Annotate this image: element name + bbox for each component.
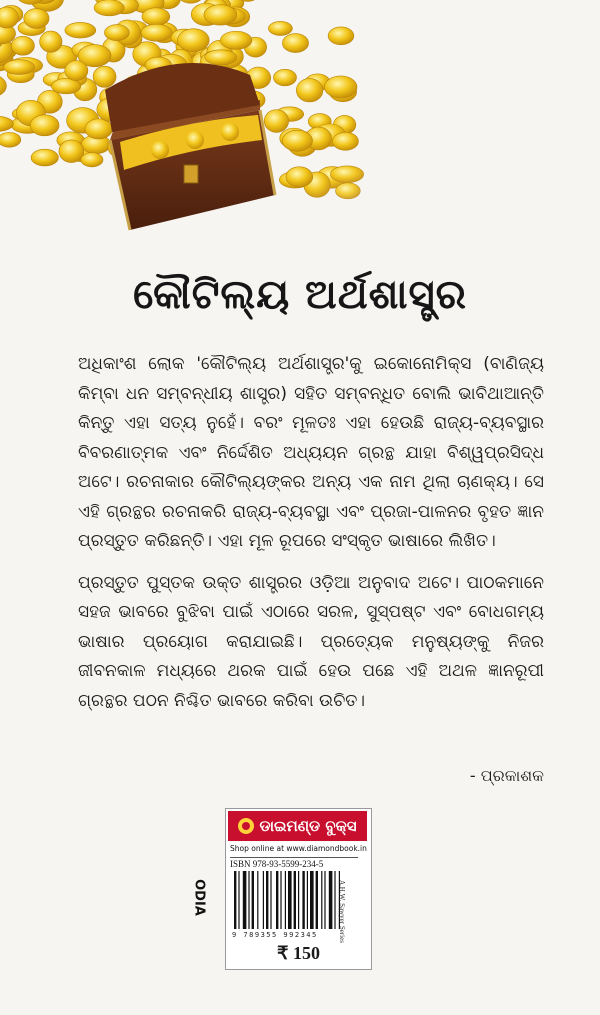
barcode-bar	[316, 871, 318, 929]
book-title: କୌଟିଲ୍ୟ ଅର୍ଥଶାସ୍ତ୍ର	[133, 272, 467, 318]
shop-online-text: Shop online at www.diamondbook.in	[230, 844, 367, 853]
cover-image-treasure-chest	[0, 0, 600, 270]
series-label: A.H.W. Sawyer Series	[338, 880, 346, 943]
isbn-text: ISBN 978-93-5599-234-5	[230, 857, 358, 869]
barcode-bar	[234, 871, 236, 929]
price: ₹ 150	[277, 943, 320, 963]
barcode-bar	[263, 871, 264, 929]
barcode-bar	[324, 871, 325, 929]
diamond-logo-icon	[238, 818, 254, 834]
barcode-bar	[307, 871, 308, 929]
barcode-digits: 9 789355 992345	[232, 931, 318, 939]
treasure-chest-illustration	[0, 0, 600, 270]
barcode-bar	[329, 871, 333, 929]
barcode-bar	[238, 871, 239, 929]
barcode-bar	[257, 871, 258, 929]
barcode-bar	[266, 871, 268, 929]
barcode-bar	[298, 871, 299, 929]
barcode-bar	[276, 871, 278, 929]
publisher-signature: - ପ୍ରକାଶକ	[469, 766, 544, 785]
language-label: ODIA	[191, 879, 207, 916]
barcode-bar	[252, 871, 254, 929]
barcode-bar	[334, 871, 335, 929]
barcode-bar	[310, 871, 314, 929]
publisher-brand	[228, 811, 367, 841]
blurb-paragraph-1: ଅଧିକାଂଶ ଲୋକ 'କୌଟିଲ୍ୟ ଅର୍ଥଶାସ୍ତ୍ର'କୁ ଇକୋନୋମିକ୍ସ (ବାଣିଜ୍ୟ କିମ୍ବା ଧନ ସମ୍ବନ୍ଧୀୟ ଶାସ୍ତ୍ର) ସହିତ ସମ୍ବନ୍ଧିତ ବୋଲି ଭାବିଥାଆନ୍ତି କିନ୍ତୁ ଏହା ସତ୍ୟ ନୁହେଁ। ବରଂ ମୂଳତଃ ଏହା ହେଉଛି ରାଜ୍ୟ-ବ୍ୟବସ୍ଥାର ବିବରଣାତ୍ମକ ଏବଂ ନିର୍ଦ୍ଦେଶିତ ଅଧ୍ୟୟନ ଗ୍ରନ୍ଥ ଯାହା ବିଶ୍ୱପ୍ରସିଦ୍ଧ ଅଟେ। ରଚନାକାର କୌଟିଲ୍ୟଙ୍କର ଅନ୍ୟ ଏକ ନାମ ଥିଲା ଚାଣକ୍ୟ। ସେ ଏହି ଗ୍ରନ୍ଥର ରଚନାକରି ରାଜ୍ୟ-ବ୍ୟବସ୍ଥା ଏବଂ ପ୍ରଜା-ପାଳନର ବୃହତ ଜ୍ଞାନ ପ୍ରସ୍ତୁତ କରିଛନ୍ତି। ଏହା ମୂଳ ରୂପରେ ସଂସ୍କୃତ ଭାଷାରେ ଲିଖିତ।	[78, 354, 544, 551]
barcode-bar	[294, 871, 296, 929]
barcode-bar	[302, 871, 304, 929]
barcode-bar	[285, 871, 286, 929]
blurb-paragraph-2: ପ୍ରସ୍ତୁତ ପୁସ୍ତକ ଉକ୍ତ ଶାସ୍ତ୍ରର ଓଡ଼ିଆ ଅନୁବାଦ ଅଟେ। ପାଠକମାନେ ସହଜ ଭାବରେ ବୁଝିବା ପାଇଁ ଏଠାରେ ସରଳ, ସୁସ୍ପଷ୍ଟ ଏବଂ ବୋଧଗମ୍ୟ ଭାଷାର ପ୍ରୟୋଗ କରାଯାଇଛି। ପ୍ରତ୍ୟେକ ମନୁଷ୍ୟଙ୍କୁ ନିଜର ଜୀବନକାଳ ମଧ୍ୟରେ ଥରକ ପାଇଁ ହେଉ ପଛେ ଏହି ଅଥଳ ଜ୍ଞାନରୂପୀ ଗ୍ରନ୍ଥର ପଠନ ନିଶ୍ଚିତ ଭାବରେ କରିବା ଉଚିତ।	[78, 572, 544, 711]
barcode-bar	[243, 871, 247, 929]
barcode-card	[225, 808, 372, 970]
barcode-bar	[321, 871, 322, 929]
brand-name: ଡାଇମଣ୍ଡ ବୁକ୍ସ	[259, 817, 357, 835]
barcode-bar	[280, 871, 281, 929]
barcode-bar	[270, 871, 271, 929]
barcode-bar	[288, 871, 292, 929]
barcode-bar	[248, 871, 249, 929]
blurb	[78, 350, 544, 728]
